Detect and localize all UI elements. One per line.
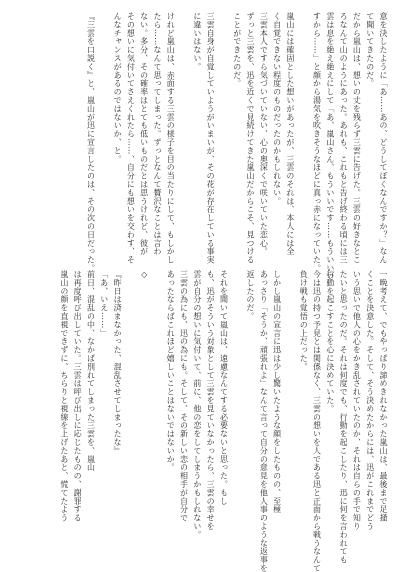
text-line: 『昨日は済まなかった、混乱させてしまったな』 [113, 270, 123, 455]
text-line: けれど嵐山は、赤面する三雲の様子を目の当たりにして、もしかし [166, 12, 176, 264]
text-line: 雲が自分の想いに気付いて、前に、他の恋をしてしまうかもしれない。 [192, 270, 202, 539]
text-line: たいと思ったのだ。それは何度でも、行動を起こしたり、迅に何を言われても [339, 270, 349, 564]
text-line: だから嵐山は、想いの丈を残らず三雲に告げた。三雲の好きなとこ [352, 12, 362, 264]
text-line: も、迅がそういう対象として三雲を見ていなかったら、三雲の幸せを [206, 270, 216, 531]
text-line [177, 12, 190, 262]
text-line [230, 270, 243, 520]
text-line: それを聞いて嵐山は、遠慮なんてする必要ないと思った。もし [219, 270, 229, 506]
text-line: 返したのだ。 [246, 270, 256, 321]
text-line: すから……」と顔から湯気を吹きそうなほどに真っ赤になっていた。 [312, 12, 322, 273]
text-line: あっさり「そうか、頑張れよ」なんて言って自分の意見を他人事のような返事を [259, 270, 269, 572]
text-line: ずっと三雲を、迅を近くで見続けてきた嵐山だからこそ、見つける [246, 12, 256, 264]
text-line: ことができたのだ。 [232, 12, 242, 88]
text-line: たら……なんて思ってしまった。ずっとなんて贅沢なことは言わ [152, 12, 162, 256]
text-line: 三雲本人ですら気づいていない、心の奥深くで咲いていた恋心。 [259, 12, 269, 256]
text-line: て聞いてきたのだ。 [365, 12, 375, 88]
text-line: くことを決意した。そして、そう決めたからには、迅がこれまでどう [365, 270, 375, 531]
text-line: 前日、混乱の中、なかば別れてしまった三雲を、嵐山 [86, 270, 96, 472]
text-line: 負け戦も覚悟の上だった。 [299, 270, 309, 371]
text-line: 「あ、いえ……」 [99, 270, 109, 338]
text-line [297, 12, 310, 262]
text-line: 行動を起こすことを心に決めていた。 [325, 270, 335, 413]
text-line [284, 270, 297, 520]
text-line: 今は迅の持つ予見とは関係なく、三雲の想いを人である迅と正面から戦うなんて [312, 270, 322, 572]
text-line: しかし嵐山の宣言に迅は少し驚いたような顔をしたものの、至極 [272, 270, 282, 514]
text-line: あったならばこれほど嬉しいことはないではないか。 [166, 270, 176, 472]
text-line: く自覚できない程度のものだったのかもしれない。 [272, 12, 282, 206]
text-line: 雲は息を絶え絶えにして「あ、嵐山さん、もういいです……もういいで [325, 12, 335, 281]
text-line: ◇ [139, 270, 149, 280]
text-line: 『三雲を口説く』と、嵐山が迅に宣言したのは、その次の日だった。 [86, 12, 96, 273]
text-line [151, 270, 164, 520]
text-line: 一晩考えて、でもやっぱり諦めきれなかった嵐山は、最後まで足掻 [379, 270, 388, 522]
text-line: に違いはない。 [192, 12, 202, 71]
text-line: ろなんて山のようにあった。あれも、これもと告げ終わる頃には三 [339, 12, 349, 264]
text-line: は再度呼び出していた。三雲は呼び出しに応じたものの、謝罪する [73, 270, 83, 522]
text-line: いう思いで他人の心をかき乱されていたのか、それは自らの手で知り [352, 270, 362, 531]
text-line: 三雲の為にも、迅の為にも。そして、その新しい恋の相手が自分で [179, 270, 189, 522]
text-line: 嵐山には確固とした想いがあったが、三雲のそれは、本人には全 [285, 12, 295, 256]
text-line: んなチャンスがあるのではないか、と。 [113, 12, 123, 164]
text-line [97, 12, 110, 262]
text-line [124, 270, 137, 520]
text-line: 嵐山の顔を直視できずに、ちらりと視線を上げたあと、慌てたよう [59, 270, 69, 522]
text-line [217, 12, 230, 262]
text-line: 意を決したように「あ……あの、どうしてぼくなんですか？」なん [379, 12, 388, 264]
lower-text-block [58, 270, 390, 572]
text-line: その想いに気付いてさえくれたら……、自分にも想いを交わす、そ [126, 12, 136, 264]
text-line: 三雲自身が自覚していようがいまいが、その花が存在している事実 [206, 12, 216, 264]
text-line: ない。多分、その確率はとても低いものだとは思うけれど、彼が [139, 12, 149, 256]
upper-text-block [84, 12, 390, 281]
